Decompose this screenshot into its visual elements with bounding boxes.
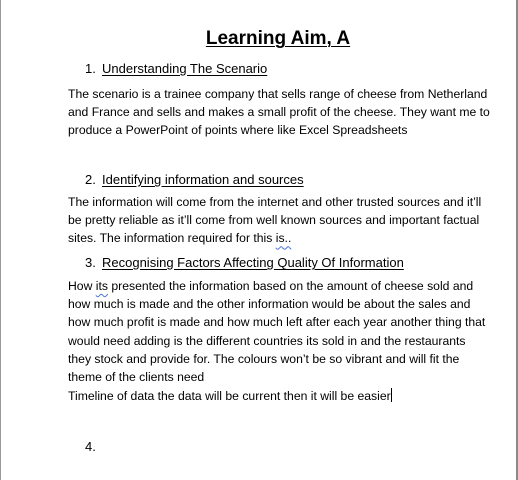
paragraph-text: The information will come from the internet and other trusted sources and it’ll be pretty reliable as it’ll come from well known sources and important factual sites. The information required for this [68, 195, 482, 246]
spelling-flag: is.. [275, 231, 292, 246]
page-left-edge [0, 0, 1, 480]
heading-text: Understanding The Scenario [102, 61, 268, 76]
paragraph-text: presented the information based on the amount of cheese sold and how much is made and the other information would be about the sales and how much profit is made and how much left after each year another thing that would need adding is the different countries its sold in and the restaurants they stock and provide for. The colours won’t be so vibrant and will fit the theme of the clients need [68, 279, 486, 385]
section-1-heading [85, 60, 267, 77]
heading-text: Identifying information and sources [102, 172, 304, 187]
section-1-paragraph: The scenario is a trainee company that sells range of cheese from Netherland and France and sells and makes a small profit of the cheese. They want me to produce a PowerPoint of points where like Excel Spreadsheets [68, 87, 490, 138]
section-3-extra-line[interactable] [68, 387, 490, 405]
text-cursor [391, 388, 392, 402]
section-4-heading [85, 438, 102, 455]
paragraph-text: Timeline of data the data will be current then it will be easier [68, 389, 391, 403]
section-3-paragraph [68, 277, 490, 386]
document-title: Learning Aim, A [205, 28, 351, 49]
section-2-paragraph [68, 193, 490, 248]
list-number: 1. [85, 61, 96, 76]
section-3-heading [85, 254, 404, 271]
heading-text: Recognising Factors Affecting Quality Of Information [102, 255, 404, 270]
spelling-flag: its [95, 279, 108, 293]
list-number: 4. [85, 439, 96, 454]
section-2-heading [85, 171, 304, 188]
list-number: 3. [85, 255, 96, 270]
paragraph-text-start: How [68, 279, 96, 293]
list-number: 2. [85, 172, 96, 187]
